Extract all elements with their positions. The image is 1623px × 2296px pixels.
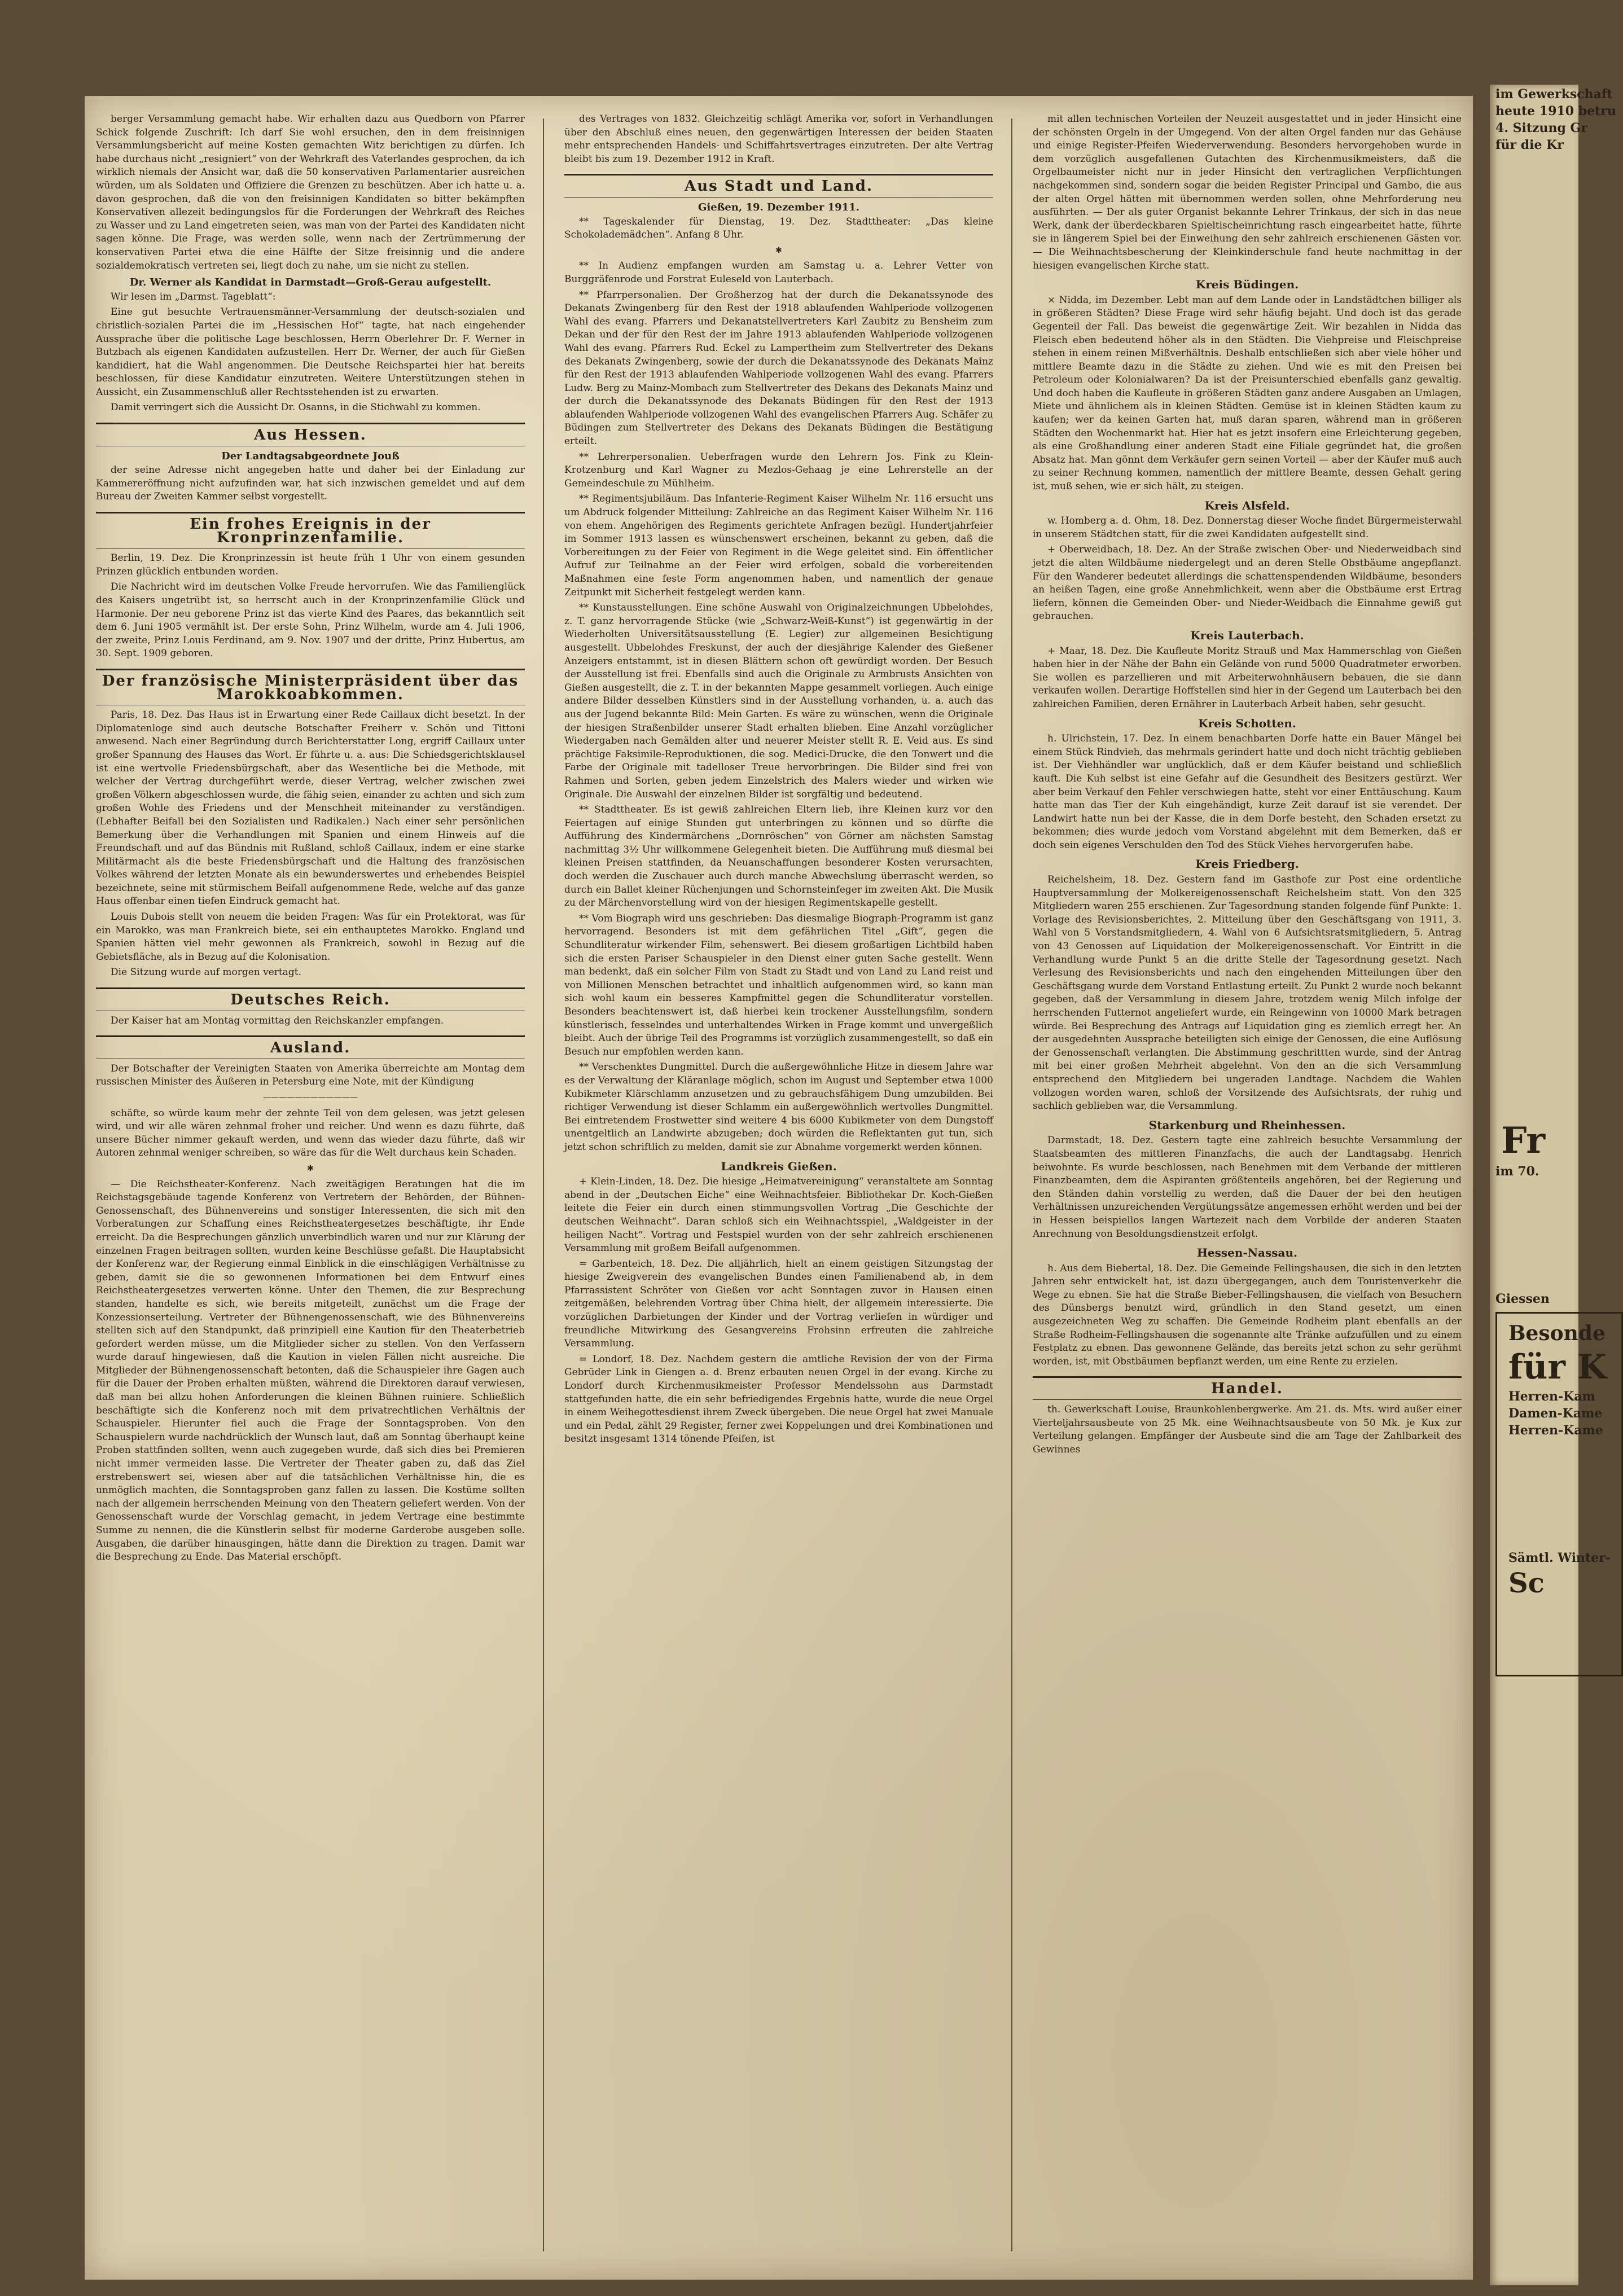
article-paragraph: Die Sitzung wurde auf morgen vertagt. — [111, 967, 301, 978]
separator-star: ✱ — [775, 245, 782, 255]
column-2 — [564, 113, 993, 2257]
news-item: th. Gewerkschaft Louise, Braunkohlenbergwerke. Am 21. ds. Mts. wird außer einer Vierteljahrsausbeute von 25 Mk. eine Weihnachtsausbeute von 50 Mk. je Kux zur Verteilung gelangen. Empfänger der Ausbeute sind die am Tage der Zahlbarkeit des Gewinnes — [1033, 1404, 1462, 1455]
article-paragraph: Der Kaiser hat am Montag vormittag den Reichskanzler empfangen. — [111, 1015, 444, 1026]
section-heading-buedingen: Kreis Büdingen. — [1195, 278, 1299, 292]
news-item: ** Tageskalender für Dienstag, 19. Dez. Stadttheater: „Das kleine Schokolademädchen“. Anfang 8 Uhr. — [564, 216, 993, 241]
article-paragraph: Berlin, 19. Dez. Die Kronprinzessin ist heute früh 1 Uhr von einem gesunden Prinzen glücklich entbunden worden. — [96, 552, 525, 577]
news-item: × Nidda, im Dezember. Lebt man auf dem Lande oder in Landstädtchen billiger als in größeren Städten? Diese Frage wird sehr häufig bejaht. Und doch ist das gerade Gegenteil der Fall. Das beweist die gegenwärtige Zeit. Wir bezahlen in Nidda das Fleisch eben bedeutend höher als in den Städten. Die Viehpreise und Fleischpreise stehen in einem reinen Mißverhältnis. Deshalb entschließen sich aber viele höher und mittlere Beamte dazu in die Städte zu ziehen. Und wie es mit den Preisen bei Petroleum oder Kolonialwaren? Da ist der Preisunterschied ebenfalls ganz gewaltig. Und doch haben die Kaufleute in größeren Städten ganz andere Ausgaben an Umlagen, Miete und ähnlichem als in kleinen Städten. Gemüse ist in kleinen Städten kaum zu kaufen; wer da keinen Garten hat, muß daran sparen, während man in größeren Städten den Wochenmarkt hat. Hier hat es jetzt insofern eine Erleichterung gegeben, als eine Großhandlung einer anderen Stadt eine Filiale gegründet hat, die großen Absatz hat. Man gönnt dem Verkäufer gern seinen Vorteil — aber der Käufer muß auch zu seiner Rechnung kommen, namentlich der mittlere Beamte, dessen Gehalt gering ist, muß sehen, wie er sich hält, zu steigen. — [1033, 294, 1462, 493]
adjacent-ad-box — [1495, 1312, 1623, 1676]
news-item: h. Aus dem Biebertal, 18. Dez. Die Gemeinde Fellingshausen, die sich in den letzten Jahren sehr entwickelt hat, ist dazu übergegangen, auch dem Touristenverkehr die Wege zu ebnen. Sie hat die Straße Bieber-Fellingshausen, die vielfach von Besuchern des Dünsbergs benutzt wird, gründlich in den Stand gesetzt, um einen ausgezeichneten Weg zu schaffen. Die Gemeinde Rodheim plant ebenfalls an der Straße Rodheim-Fellingshausen die sogenannte alte Tränke aufzufüllen und zu einem Festplatz zu ebnen. Das gewonnene Gelände, das bereits jetzt schon zu sehr gerühmt worden, ist, mit Obstbäumen bepflanzt werden, um eine Rente zu erzielen. — [1033, 1262, 1462, 1367]
adjacent-page-edge — [1490, 85, 1616, 2285]
adjacent-ad-item: Sc — [1508, 1568, 1545, 1599]
news-item: = Londorf, 18. Dez. Nachdem gestern die amtliche Revision der von der Firma Gebrüder Link in Giengen a. d. Brenz erbauten neuen Orgel in der evang. Kirche zu Londorf durch Kirchenmusikmeister Professor Mendelssohn aus Darmstadt stattgefunden hatte, die ein sehr befriedigendes Ergebnis hatte, wurde die neue Orgel in einem Weihegottesdienst ihrem Zweck übergeben. Die neue Orgel hat zwei Manuale und ein Pedal, zählt 29 Register, ferner zwei Koppelungen und drei Kombinationen und besitzt insgesamt 1314 tönende Pfeifen, ist — [564, 1353, 993, 1445]
adjacent-text: 4. Sitzung Gr — [1495, 121, 1587, 135]
adjacent-ad-heading: für K — [1508, 1347, 1607, 1387]
article-paragraph: der seine Adresse nicht angegeben hatte und daher bei der Einladung zur Kammereröffnung nicht aufzufinden war, hat sich inzwischen gemeldet und auf dem Bureau der Zweiten Kammer selbst vorgestellt. — [96, 464, 525, 503]
column-rule — [1011, 118, 1012, 2251]
article-subheading: Dr. Werner als Kandidat in Darmstadt—Groß-Gerau aufgestellt. — [129, 276, 492, 289]
news-item: + Klein-Linden, 18. Dez. Die hiesige „Heimatvereinigung“ veranstaltete am Sonntag abend in der „Deutschen Eiche“ eine Weihnachtsfeier. Bibliothekar Dr. Koch-Gießen leitete die Feier ein durch einen stimmungsvollen Vortrag „Die Geschichte der deutschen Weihnacht“. Daran schloß sich ein Weihnachtsspiel, „Waldgeister in der heiligen Nacht“. Vortrag und Festspiel wurden von der sehr zahlreich erschienenen Versammlung mit großem Beifall aufgenommen. — [564, 1176, 993, 1254]
section-heading-starkenburg: Starkenburg und Rheinhessen. — [1148, 1118, 1346, 1132]
section-heading-marokko: Der französische Ministerpräsident über das Marokkoabkommen. — [96, 669, 525, 705]
news-item: w. Homberg a. d. Ohm, 18. Dez. Donnerstag dieser Woche findet Bürgermeisterwahl in unserem Städtchen statt, für die zwei Kandidaten aufgestellt sind. — [1033, 515, 1462, 540]
column-1 — [96, 113, 525, 2257]
news-item: h. Ulrichstein, 17. Dez. In einem benachbarten Dorfe hatte ein Bauer Mängel bei einem Stück Rindvieh, das mehrmals gerindert hatte und doch nicht trächtig geblieben ist. Der Viehhändler war unglücklich, daß er dem Käufer beistand und schließlich kauft. Die Kuh selbst ist eine Gefahr auf die Gesundheit des Besitzers gestürzt. Wer aber beim Verkauf den Fehler verschwiegen hatte, steht vor einer Enttäuschung. Kaum hatte man das Tier der Kuh eingehändigt, kurze Zeit darauf ist sie verendet. Der Landwirt hatte nun bei der Kasse, die in dem Dorfe besteht, den Schaden ersetzt zu bekommen; dies wurde jedoch vom Vorstand abgelehnt mit dem Bemerken, daß er doch sein eigenes Verschulden den Tod des Stück Viehes hervorgerufen habe. — [1033, 733, 1462, 851]
dateline: Gießen, 19. Dezember 1911. — [698, 201, 859, 213]
news-item: = Garbenteich, 18. Dez. Die alljährlich, hielt an einem geistigen Sitzungstag der hiesige Zweigverein des evangelischen Bundes einen Familienabend ab, in dem Pfarrassistent Schröter von Gießen vor acht Sonntagen zuvor in Hausen einen zeitgemäßen, belehrenden Vortrag über China hielt, der allgemein interessierte. Die vorzüglichen Darbietungen der Kinder und der Vortrag verliefen in würdiger und freundliche Mitwirkung des Gesangvereins Frohsinn erfreuten die zahlreiche Versammlung. — [564, 1258, 993, 1350]
section-heading-nassau: Hessen-Nassau. — [1197, 1246, 1297, 1260]
section-heading-schotten: Kreis Schotten. — [1198, 716, 1296, 730]
article-paragraph: Wir lesen im „Darmst. Tageblatt“: — [111, 291, 276, 302]
section-heading-stadt: Aus Stadt und Land. — [564, 174, 993, 197]
section-heading-hessen: Aus Hessen. — [96, 423, 525, 446]
section-heading-lauterbach: Kreis Lauterbach. — [1190, 628, 1304, 642]
section-heading-ausland: Ausland. — [96, 1035, 525, 1059]
news-item: ** In Audienz empfangen wurden am Samstag u. a. Lehrer Vetter von Burggräfenrode und Forstrat Euleseld von Lauterbach. — [564, 260, 993, 285]
article-paragraph: Die Nachricht wird im deutschen Volke Freude hervorrufen. Wie das Familienglück des Kaisers ungetrübt ist, so herrscht auch in der Kronprinzenfamilie Glück und Harmonie. Der neu geborene Prinz ist das vierte Kind des Paares, das bekanntlich seit dem 6. Juni 1905 vermählt ist. Der erste Sohn, Prinz Wilhelm, wurde am 4. Juli 1906, der zweite, Prinz Louis Ferdinand, am 9. Nov. 1907 und der dritte, Prinz Hubertus, am 30. Sept. 1909 geboren. — [96, 581, 525, 660]
article-paragraph: Eine gut besuchte Vertrauensmänner-Versammlung der deutsch-sozialen und christlich-sozialen Partei die im „Hessischen Hof“ tagte, hat nach eingehender Aussprache über die politische Lage beschlossen, Herrn Oberlehrer Dr. F. Werner in Butzbach als eigenen Kandidaten aufzustellen. Herr Dr. Werner, der auch für Gießen kandidiert, hat die Wahl angenommen. Die Deutsche Reichspartei hier hat bereits beschlossen, für diese Kandidatur einzutreten. Weitere Unterstützungen stehen in Aussicht, ein Zusammenschluß aller Rechtsstehenden ist zu erwarten. — [96, 306, 525, 398]
news-item: ** Lehrerpersonalien. Ueberfragen wurde den Lehrern Jos. Fink zu Klein-Krotzenburg und Karl Wagner zu Mezlos-Gehaag je eine Lehrerstelle an der Gemeindeschule zu Mühlheim. — [564, 451, 993, 489]
news-item: ** Kunstausstellungen. Eine schöne Auswahl von Originalzeichnungen Ubbelohdes, z. T. ganz hervorragende Stücke (wie „Schwarz-Weiß-Kunst“) ist gegenwärtig in der Wiederholten Universitätsausstellung (E. Legier) zur allgemeinen Besichtigung ausgestellt. Ubbelohdes Freskunst, der auch der diesjährige Kalender des Gießener Anzeigers entstammt, ist in diesen Blättern schon oft gewürdigt worden. Der Besuch der Ausstellung ist frei. Ebenfalls sind auch die Originale zu Armbrusts Ansichten von Gießen ausgestellt, die z. T. in der bekannten Mappe gesammelt vorliegen. Auch einige andere Bilder desselben Künstlers sind in der Ausstellung vorhanden, u. a. auch das aus der Jugend bekannte Bild: Mein Garten. Es wäre zu wünschen, wenn die Originale der hiesigen Straßenbilder unserer Stadt erhalten blieben. Eine Anzahl vorzüglicher Wiedergaben nach Gemälden alter und neuerer Meister stellt R. E. Veid aus. Es sind prächtige Faksimile-Reproduktionen, die sog. Medici-Drucke, die den Tonwert und die Farbe der Originale mit tadelloser Treue hervorbringen. Die Bilder sind frei von Rahmen und Sorten, geben jedem Einzelstrich des Malers wieder und wirken wie Originale. Die Auswahl der einzelnen Bilder ist sorgfältig und bedeutend. — [564, 602, 993, 800]
article-paragraph: des Vertrages von 1832. Gleichzeitig schlägt Amerika vor, sofort in Verhandlungen über den Abschluß eines neuen, den gegenwärtigen Interessen der beiden Staaten mehr entsprechenden Handels- und Schiffahrtsvertrages einzutreten. Der alte Vertrag bleibt bis zum 19. Dezember 1912 in Kraft. — [564, 113, 993, 165]
article-paragraph: schäfte, so würde kaum mehr der zehnte Teil von dem gelesen, was jetzt gelesen wird, und wir alle wären zehnmal froher und reicher. Und wenn es dazu führte, daß unsere Bücher nimmer gekauft werden, und wenn das wieder dazu führte, daß wir Autoren zehnmal weniger schreiben, so wäre das für die Welt durchaus kein Schaden. — [96, 1107, 525, 1159]
news-item: + Maar, 18. Dez. Die Kaufleute Moritz Strauß und Max Hammerschlag von Gießen haben hier in der Nähe der Bahn ein Gelände von rund 5000 Quadratmeter erworben. Sie wollen es parzellieren und mit Arbeiterwohnhäusern bebauen, die sie dann verkaufen wollen. Derartige Hoffstellen sind hier in der Gegend um Lauterbach bei den zahlreichen Familien, deren Ernährer in Lauterbach Arbeit haben, sehr gesucht. — [1033, 645, 1462, 710]
news-item: ** Stadttheater. Es ist gewiß zahlreichen Eltern lieb, ihre Kleinen kurz vor den Feiertagen auf einige Stunden gut unterbringen zu können und so dürfte die Aufführung des Kindermärchens „Dornröschen“ von Görner am nächsten Samstag nachmittag 3½ Uhr willkommene Gelegenheit bieten. Die Aufführung muß diesmal bei kleinen Preisen stattfinden, da Neuanschaffungen besonderer Kosten verursachten, doch werden die Zuschauer auch durch manche Abwechslung überrascht werden, so durch ein Ballet kleiner Rüchenjungen und Schornsteinfeger im zweiten Akt. Die Musik zu der Märchenvorstellung wird von der hiesigen Regimentskapelle gestellt. — [564, 804, 993, 909]
section-heading-handel: Handel. — [1033, 1376, 1462, 1400]
article-paragraph: Der Botschafter der Vereinigten Staaten von Amerika überreichte am Montag dem russischen Minister des Äußeren in Petersburg eine Note, mit der Kündigung — [96, 1063, 525, 1088]
separator-star: ✱ — [307, 1164, 314, 1173]
adjacent-text: Giessen — [1495, 1292, 1550, 1306]
column-rule — [543, 118, 544, 2251]
adjacent-ad-item: Damen-Kame — [1508, 1406, 1603, 1421]
newspaper-page — [85, 96, 1473, 2280]
news-item: ** Verschenktes Dungmittel. Durch die außergewöhnliche Hitze in diesem Jahre war es der Verwaltung der Kläranlage möglich, schon im August und September etwa 1000 Kubikmeter Klärschlamm anzusetzen und zu gebrauchsfähigem Dung umzubilden. Bei richtiger Verwendung ist dieser Schlamm ein außergewöhnlich wertvolles Dungmittel. Bei eintretendem Frostwetter sind weitere 4 bis 6000 Kubikmeter von dem Dungstoff unentgeltlich an Landwirte abzugeben; doch würden die Reflektanten gut tun, sich jetzt schon schriftlich zu melden, damit sie zur Abnahme vorgemerkt werden können. — [564, 1061, 993, 1153]
section-heading-landkreis: Landkreis Gießen. — [721, 1159, 837, 1173]
news-item: Reichelsheim, 18. Dez. Gestern fand im Gasthofe zur Post eine ordentliche Hauptversammlung der Molkereigenossenschaft Reichelsheim statt. Von den 325 Mitgliedern waren 255 erschienen. Zur Tagesordnung standen folgende fünf Punkte: 1. Vorlage des Revisionsberichtes, 2. Mitteilung über den Geschäftsgang von 1911, 3. Wahl von 5 Vorstandsmitgliedern, 4. Wahl von 6 Aufsichtsratsmitgliedern, 5. Antrag von 43 Genossen auf Liquidation der Molkereigenossenschaft. Vor Eintritt in die Verhandlung wurde Punkt 5 an die dritte Stelle der Tagesordnung gesetzt. Nach Verlesung des Revisionsberichts und nach den eingehenden Mitteilungen über den Geschäftsgang wurde dem Vorstand Entlastung erteilt. Zu Punkt 2 wurde noch bekannt gegeben, daß der Versammlung in diesem Jahre, trotzdem wenig Milch infolge der herrschenden Futternot angeliefert wurde, ein Reingewinn von 10000 Mark betragen würde. Bei Besprechung des Antrags auf Liquidation ging es ziemlich erregt her. An der ausgedehnten Aussprache beteiligten sich einige der Genossen, die eine Auflösung der Genossenschaft verlangten. Die Abstimmung geschrittten wurde, sind der Antrag mit bei einer großen Mehrheit abgelehnt. Von den an die sich Versammlung entsprechend den Mitgliedern bei ungeraden Landtage. Nachdem die Wahlen vollzogen worden waren, schloß der Vorsitzende des Aufsichtsrats, der ruhig und sachlich geblieben war, die Versammlung. — [1033, 874, 1462, 1112]
article-paragraph: Paris, 18. Dez. Das Haus ist in Erwartung einer Rede Caillaux dicht besetzt. In der Diplomatenloge sind auch deutsche Botschafter Freiherr v. Schön und Tittoni anwesend. Nach einer Begründung durch Berichterstatter Long, ergriff Caillaux unter großer Spannung des Hauses das Wort. Er führte u. a. aus: Die Schiedsgerichtsklausel ist eine wertvolle Friedensbürgschaft, aber das Wesentliche bei die Methode, mit welcher der Vertrag durchgeführt werde, dieser Vertrag, welcher zwischen zwei großen Völkern abgeschlossen wurde, die fähig seien, einander zu achten und sich zum großen Wohle des Friedens und der Menschheit miteinander zu verständigen. (Lebhafter Beifall bei den Sozialisten und Radikalen.) Nach einer sehr persönlichen Bemerkung über die Verhandlungen mit Spanien und einem Hinweis auf die Freundschaft und auf das Bündnis mit Rußland, schloß Caillaux, indem er eine starke Militärmacht als die beste Friedensbürgschaft und die Haltung des französischen Volkes während der letzten Monate als ein bewunderswertes und erhebendes Beispiel bezeichnete, seine mit stürmischem Beifall aufgenommene Rede, welche auf das ganze Haus offenbar einen tiefen Eindruck gemacht hat. — [96, 709, 525, 907]
news-item: Darmstadt, 18. Dez. Gestern tagte eine zahlreich besuchte Versammlung der Staatsbeamten des mittleren Finanzfachs, die auch der Landtagsabg. Henrich beiwohnte. Es wurde beschlossen, nach Benehmen mit dem Verbande der mittleren Finanzbeamten, dem die Aspiranten größtenteils angehören, bei der Regierung und den Ständen dahin vorstellig zu werden, daß die Dauer der bei den heutigen Verhältnissen unzureichenden Vergütungssätze angemessen erhöht werden und bei der in Hessen beispiellos langen Wartezeit nach dem Vorbilde der anderen Staaten Anrechnung von Besoldungsdienstzeit erfolgt. — [1033, 1135, 1462, 1240]
section-heading-friedberg: Kreis Friedberg. — [1195, 857, 1299, 871]
article-paragraph: Damit verringert sich die Aussicht Dr. Osanns, in die Stichwahl zu kommen. — [111, 402, 481, 414]
article-subheading: Der Landtagsabgeordnete Jouß — [221, 450, 400, 462]
section-heading-kronprinz: Ein frohes Ereignis in der Kronprinzenfamilie. — [96, 512, 525, 548]
news-item: ** Pfarrpersonalien. Der Großherzog hat der durch die Dekanatssynode des Dekanats Zwingenberg für den Rest der 1918 ablaufenden Wahlperiode vollzogenen Wahl des evang. Pfarrers und Dekanatstellvertreters Karl Zaubitz zu Bensheim zum Dekan und der für den Rest der im Jahre 1913 ablaufenden Wahlperiode vollzogenen Wahl des evang. Pfarrers Rud. Eckel zu Lampertheim zum Stellvertreter des Dekans des Dekanats Zwingenberg, sowie der durch die Dekanatssynode des Dekanats Mainz für den Rest der 1913 ablaufenden Wahlperiode vollzogenen Wahl des evang. Pfarrers Ludw. Berg zu Mainz-Mombach zum Stellvertreter des Dekans des Dekanats Mainz und der durch die Dekanatssynode des Dekanats Büdingen für den Rest der 1913 ablaufenden Wahlperiode vollzogenen Wahl des evangelischen Pfarrers Aug. Schäfer zu Büdingen zum Stellvertreter des Dekans des Dekanats Büdingen die Bestätigung erteilt. — [564, 289, 993, 447]
section-heading-alsfeld: Kreis Alsfeld. — [1204, 498, 1290, 512]
separator-rule: ———————————— — [263, 1093, 358, 1102]
adjacent-ad-title: Fr — [1501, 1120, 1546, 1162]
adjacent-ad-heading: Besonde — [1508, 1322, 1606, 1345]
adjacent-text: heute 1910 betru — [1495, 104, 1616, 118]
article-paragraph: Louis Dubois stellt von neuem die beiden Fragen: Was für ein Protektorat, was für ein Marokko, was man Frankreich biete, sei ein enthauptetes Marokko. England und Spanien hätten viel mehr gewonnen als Frankreich, sowohl in Bezug auf die Gebietsfläche, als in Bezug auf die Kolonisation. — [96, 911, 525, 963]
news-item: + Oberweidbach, 18. Dez. An der Straße zwischen Ober- und Niederweidbach sind jetzt die alten Wildbäume niedergelegt und an deren Stelle Obstbäume angepflanzt. Für den Wanderer bedeutet allerdings die schattenspendenden Wildbäume, besonders an heißen Tagen, eine große Annehmlichkeit, wenn aber die Obstbäume erst Ertrag liefern, können die Gemeinden Ober- und Nieder-Weidbach die Einnahme gewiß gut gebrauchen. — [1033, 544, 1462, 622]
article-paragraph: mit allen technischen Vorteilen der Neuzeit ausgestattet und in jeder Hinsicht eine der schönsten Orgeln in der Umgegend. Von der alten Orgel fanden nur das Gehäuse und einige Register-Pfeifen Wiederverwendung. Besonders hervorgehoben wurde in dem vorzüglich ausgefallenen Gutachten des Kirchenmusikmeisters, daß die Orgelbaumeister nicht nur in jeder Hinsicht den vertraglichen Verpflichtungen nachgekommen sind, sondern sogar die beiden Register Principal und Gambo, die aus der alten Orgel hätten mit übernommen werden sollen, ohne Mehrforderung neu ausführten. — Der als guter Organist bekannte Lehrer Trinkaus, der sich in das neue Werk, dank der überdeckbaren Spieltischeinrichtung rasch eingearbeitet hatte, führte sie in längerem Spiel bei der Einweihung den sehr zahlreich erschienenen Gästen vor. — Die Weihnachtsbescherung der Kleinkinderschule fand heute nachmittag in der hiesigen evangelischen Kirche statt. — [1033, 113, 1462, 271]
adjacent-text-block — [1490, 155, 1578, 1114]
article-paragraph: — Die Reichstheater-Konferenz. Nach zweitägigen Beratungen hat die im Reichstagsgebäude tagende Konferenz von Vertretern der Behörden, der Bühnen-Genossenschaft, des Bühnenvereins und sonstiger Interessenten, die sich mit den Vorberatungen zur Schaffung eines Reichstheatergesetzes beschäftigte, ihr Ende erreicht. Da die Besprechungen gänzlich unverbindlich waren und nur zur Klärung der einzelnen Fragen beitragen sollten, wurden keine Beschlüsse gefaßt. Die Hauptabsicht der Konferenz war, der Regierung einmal Einblick in die einschlägigen Verhältnisse zu geben, damit sie die so gewonnenen Informationen bei dem Entwurf eines Reichstheatergesetzes verwerten könne. Unter den Themen, die zur Besprechung standen, handelte es sich, wie bereits mitgeteilt, zunächst um die Frage der Konzessionserteilung. Vertreter der Bühnengenossenschaft, wie des Bühnenvereins stellten sich auf den Standpunkt, daß prinzipiell eine Kaution für den Theaterbetrieb gefordert werden müsse, um die Mitglieder sicher zu stellen. Von den Verfassern wurde darauf hingewiesen, daß die Kaution in vielen Fällen nicht ausreiche. Die Mitglieder der Bühnengenossenschaft betonten, daß die Schauspieler ihre Gagen auch für die Dauer der Proben erhalten müßten, während die Direktoren darauf verwiesen, daß man bei allzu hohen Anforderungen die kleinen Bühnen ruiniere. Schließlich beschäftigte sich die Konferenz noch mit dem privatrechtlichen Verhältnis der Schauspieler. Hierunter fiel auch die Frage der Sonntagsproben. Von den Schauspielern wurde nachdrücklich der Wunsch laut, daß am Sonntag überhaupt keine Proben stattfinden sollten, wenn auch zugegeben wurde, daß sich dies bei Premieren nicht immer vermeiden lasse. Die Vertreter der Theater gaben zu, daß das Ziel erstrebenswert sei, wiesen aber auf die tatsächlichen Verhältnisse hin, die es unmöglich machten, die Sonntagsproben ganz fallen zu lassen. Die Kostüme sollten nach der allgemein herrschenden Meinung von den Theatern geliefert werden. Von der Genossenschaft wurde der Vorschlag gemacht, in jedem Vertrage eine bestimmte Summe zu nennen, die die Künstlerin selbst für moderne Garderobe ausgeben solle. Ausgaben, die darüber hinausgingen, hätte dann die Direktion zu tragen. Damit war die Besprechung zu Ende. Das Material erschöpft. — [96, 1178, 525, 1563]
article-paragraph: berger Versammlung gemacht habe. Wir erhalten dazu aus Quedborn von Pfarrer Schick folgende Zuschrift: Ich darf Sie wohl ersuchen, den in dem freisinnigen Versammlungsbericht auf meine Kosten gemachten Witz berichtigen zu dürfen. Ich habe durchaus nicht „resigniert“ von der Wehrkraft des Vaterlandes gesprochen, da ich wirklich niemals der Ansicht war, daß die 50 konservativen Parlamentarier ausreichen würden, um als Soldaten und Offiziere die Grenzen zu beschützen. Aber ich hatte u. a. davon gesprochen, daß die von den freisinnigen Kandidaten so bitter bekämpften Konservativen allezeit bedingungslos für die Forderungen der Wehrkraft des Reiches zu Wasser und zu Land eingetreten seien, was man von der Partei des Kandidaten nicht sagen könne. Die Frage, was werden solle, wenn nach der Zertrümmerung der konservativen Partei etwa die eine Hälfte der Sitze freisinnig und die andere sozialdemokratisch vertreten sei, liegt doch zu nahe, um sie nicht zu stellen. — [96, 113, 525, 271]
adjacent-text: im 70. — [1495, 1164, 1539, 1179]
news-item: ** Regimentsjubiläum. Das Infanterie-Regiment Kaiser Wilhelm Nr. 116 ersucht uns um Abdruck folgender Mitteilung: Zahlreiche an das Regiment Kaiser Wilhelm Nr. 116 von ehem. Angehörigen des Regiments gerichtete Anfragen bezügl. Hundertjahrfeier im Sommer 1913 lassen es wünschenswert erscheinen, bekannt zu geben, daß die Vorbereitungen zu der Feier von Regiment in die Wege geleitet sind. Ein öffentlicher Aufruf zur Teilnahme an der Feier wird erfolgen, sobald die vorbereitenden Maßnahmen eine feste Form angenommen haben, und namentlich der genaue Zeitpunkt mit Sicherheit festgelegt werden kann. — [564, 493, 993, 598]
adjacent-ad-item: Sämtl. Winter- — [1508, 1551, 1611, 1565]
adjacent-ad-item: Herren-Kame — [1508, 1423, 1603, 1438]
adjacent-text: im Gewerkschaft — [1495, 87, 1613, 102]
news-item: ** Vom Biograph wird uns geschrieben: Das diesmalige Biograph-Programm ist ganz hervorragend. Besonders ist mit dem gefährlichen Titel „Gift“, gegen die Schundliteratur wirkender Film, sehenswert. Bei diesem großartigen Lichtbild haben sich die ersten Pariser Schauspieler in den Dienst einer guten Sache gestellt. Wenn man bedenkt, daß ein solcher Film von Stadt zu Stadt und von Land zu Land reist und von Millionen Menschen betrachtet und inhaltlich aufgenommen wird, so kann man sich wohl kaum ein besseres Kampfmittel gegen die Schundliteratur vorstellen. Besonders beachtenswert ist, daß hierbei kein trockener Ausstellungsfilm, sondern künstlerisch, fesselndes und unterhaltendes Wirken in Frage kommt und unvergeßlich bleibt. Auch der übrige Teil des Programms ist vorzüglich zusammengestellt, so daß ein Besuch nur empfohlen werden kann. — [564, 912, 993, 1057]
section-heading-reich: Deutsches Reich. — [96, 987, 525, 1011]
column-3 — [1033, 113, 1462, 2257]
adjacent-text: für die Kr — [1495, 138, 1564, 152]
adjacent-ad-item: Herren-Kam — [1508, 1389, 1595, 1404]
